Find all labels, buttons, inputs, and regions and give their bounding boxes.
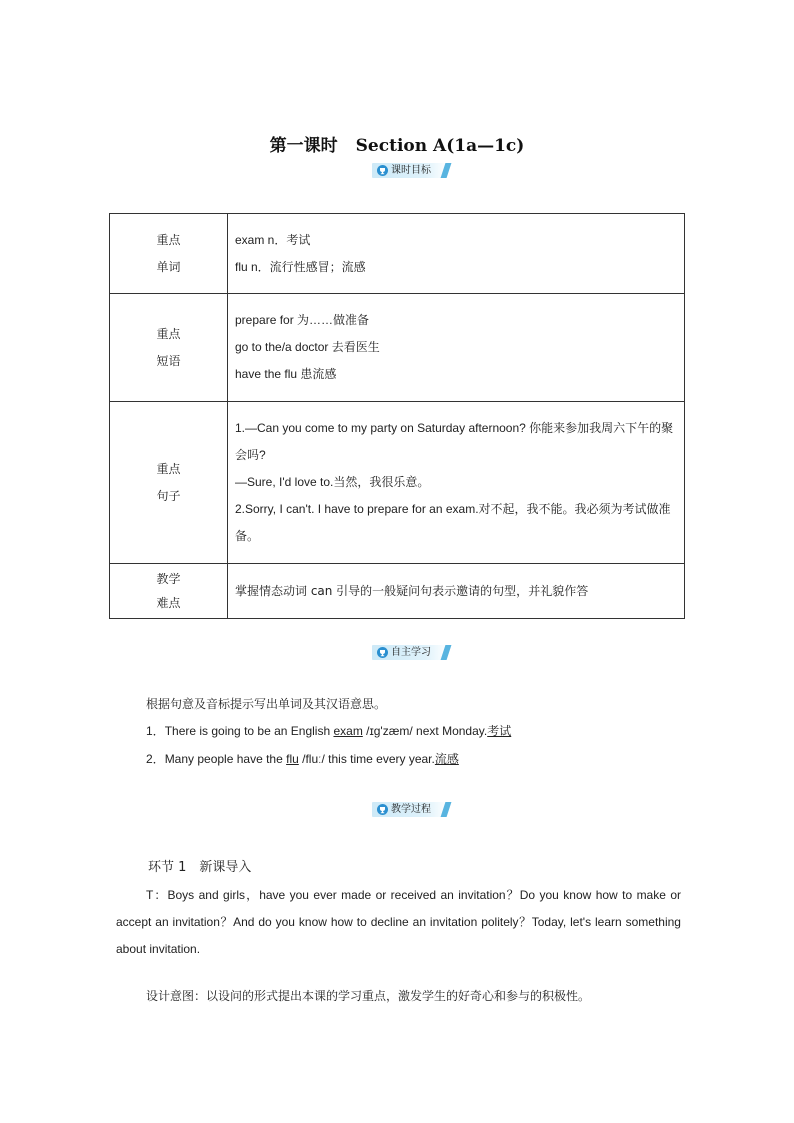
table-row [110,402,685,564]
row-label [110,402,228,564]
row-label-line: 短语 [156,353,181,368]
content-line: 掌握情态动词 can 引导的一般疑问句表示邀请的句型，并礼貌作答 [235,583,589,598]
process-tag [372,802,448,817]
row-label [110,214,228,294]
teacher-intro: T：Boys and girls，have you ever made or received an invitation？Do you know how to make or accept an invitation？And do you know how to decline an invitation politely？Today, let's learn something about invitation. [116,888,681,956]
exercise-answer-meaning: 考试 [487,724,512,738]
tag-tail [441,645,452,660]
exercise-answer-word: flu [286,752,299,766]
content-line: have the flu 患流感 [235,367,337,381]
row-label [110,294,228,402]
content-line: 2.Sorry, I can't. I have to prepare for an exam.对不起，我不能。我必须为考试做准备。 [235,502,671,543]
lesson-title [0,131,794,156]
row-content [228,214,685,294]
exercise-answer-meaning: 流感 [434,752,459,766]
process-tag-label: 教学过程 [391,804,431,815]
table-row [110,214,685,294]
row-label-line: 难点 [156,596,181,610]
exercise-number: 1． [146,724,165,738]
exercise-text: /fluː/ this time every year. [298,752,435,766]
objectives-tag-label: 课时目标 [391,165,431,176]
table-row [110,294,685,402]
content-line: flu n．流行性感冒；流感 [235,259,366,274]
row-label-line: 重点 [156,232,181,247]
trophy-icon [377,165,388,176]
row-content [228,564,685,619]
lesson-title-en: Section A(1a—1c) [355,136,525,156]
trophy-icon [377,647,388,658]
tag-tail [441,163,452,178]
objectives-table [109,213,685,619]
content-line: exam n．考试 [235,232,311,247]
table-row [110,564,685,619]
row-content [228,294,685,402]
self-study-tag-label: 自主学习 [391,647,431,658]
row-label-line: 教学 [156,572,181,586]
exercise-answer-word: exam [333,724,363,738]
step-title: 环节 1 新课导入 [148,860,252,875]
exercise-text: There is going to be an English [164,724,334,738]
lesson-title-cn: 第一课时 [269,136,338,156]
self-study-instruction: 根据句意及音标提示写出单词及其汉语意思。 [146,697,387,711]
trophy-icon [377,804,388,815]
exercise-text: /ɪɡ'zæm/ next Monday. [362,724,488,738]
content-line: prepare for 为……做准备 [235,313,370,327]
row-label-line: 重点 [156,326,181,341]
content-line: 1.—Can you come to my party on Saturday afternoon? 你能来参加我周六下午的聚会吗? [235,421,674,462]
row-label-line: 句子 [156,488,181,503]
content-line: —Sure, I'd love to.当然，我很乐意。 [235,475,430,489]
objectives-tag [372,163,448,178]
self-study-tag [372,645,448,660]
row-label-line: 单词 [156,259,181,274]
exercise-number: 2． [146,752,165,766]
design-intent: 设计意图：以设问的形式提出本课的学习重点，激发学生的好奇心和参与的积极性。 [146,989,591,1003]
exercise-item [146,749,459,769]
exercise-item [146,721,511,741]
tag-tail [441,802,452,817]
row-label-line: 重点 [156,461,181,476]
exercise-text: Many people have the [164,752,287,766]
row-content [228,402,685,564]
row-label [110,564,228,619]
content-line: go to the/a doctor 去看医生 [235,340,380,354]
